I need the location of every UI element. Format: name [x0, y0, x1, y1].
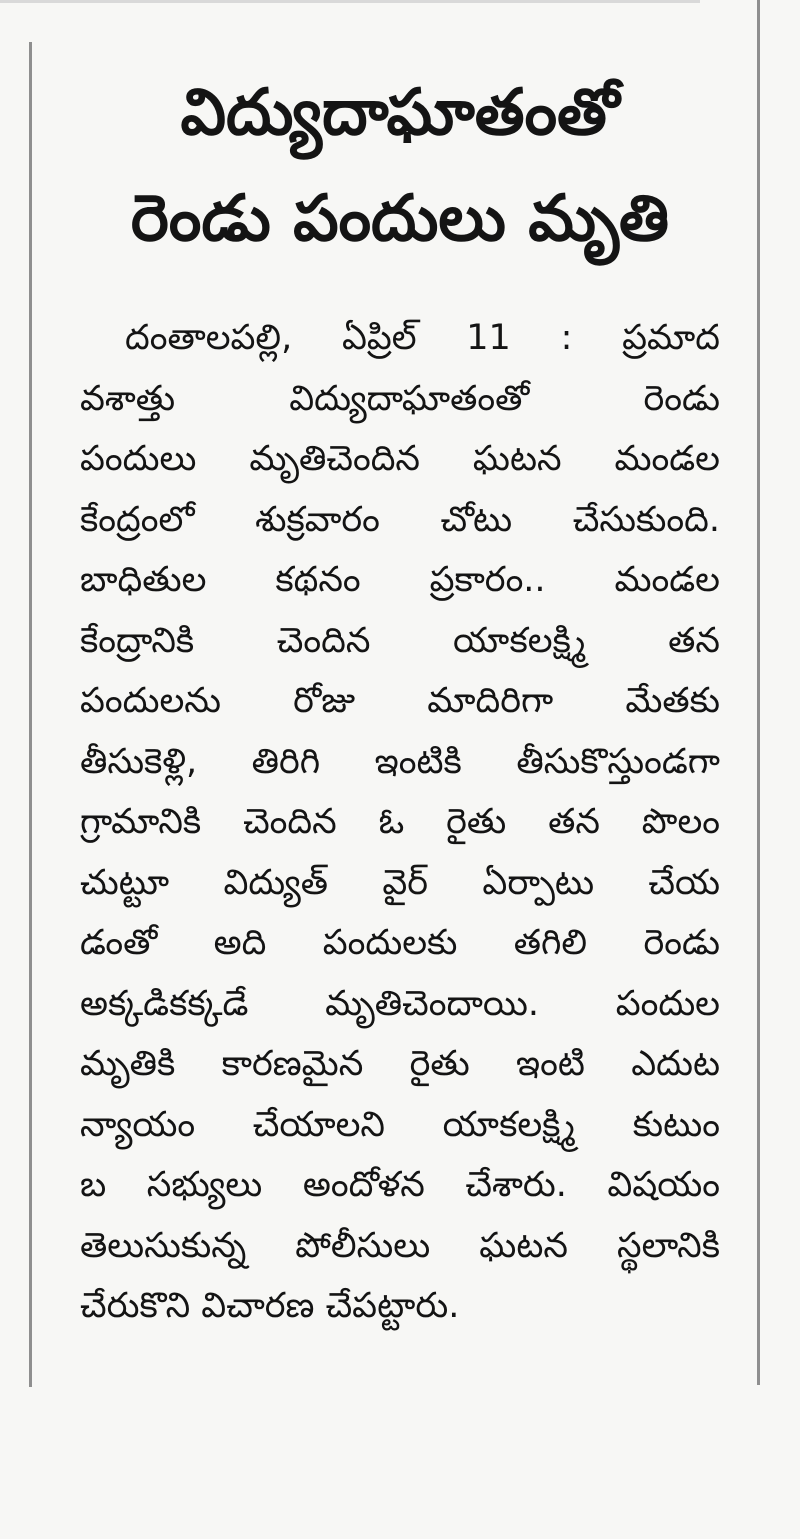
- body-line: వశాత్తు విద్యుదాఘాతంతో రెండు: [80, 378, 720, 419]
- body-line: పందులు మృతిచెందిన ఘటన మండల: [80, 439, 720, 479]
- headline-line-1: విద్యుదాఘాతంతో: [180, 76, 620, 150]
- body-line: బాధితుల కథనం ప్రకారం.. మండల: [80, 560, 720, 600]
- body-line: దంతాలపల్లి, ఏప్రిల్ 11 : ప్రమాద: [125, 318, 720, 358]
- body-line: మృతికి కారణమైన రైతు ఇంటి ఎదుట: [80, 1044, 720, 1084]
- top-rule: [0, 0, 700, 3]
- body-line: చేరుకొని విచారణ చేపట్టారు.: [80, 1286, 460, 1326]
- body-line: తెలుసుకున్న పోలీసులు ఘటన స్థలానికి: [80, 1225, 720, 1266]
- news-article: [80, 60, 720, 1337]
- article-headline: [80, 60, 720, 272]
- body-line: చుట్టూ విద్యుత్ వైర్ ఏర్పాటు చేయ: [80, 862, 720, 903]
- article-body: [80, 308, 720, 1337]
- body-line: గ్రామానికి చెందిన ఓ రైతు తన పొలం: [80, 802, 720, 842]
- headline-line-2: రెండు పందులు మృతి: [130, 182, 670, 256]
- body-line: తీసుకెళ్లి, తిరిగి ఇంటికి తీసుకొస్తుండగా: [80, 741, 720, 782]
- column-divider-left: [29, 42, 32, 1387]
- body-line: బ సభ్యులు అందోళన చేశారు. విషయం: [80, 1165, 720, 1205]
- body-line: పందులను రోజు మాదిరిగా మేతకు: [80, 681, 720, 721]
- body-line: డంతో అది పందులకు తగిలి రెండు: [80, 923, 720, 963]
- body-line: న్యాయం చేయాలని యాకలక్ష్మి కుటుం: [80, 1104, 720, 1145]
- body-line: కేంద్రంలో శుక్రవారం చోటు చేసుకుంది.: [80, 499, 720, 540]
- body-line: అక్కడికక్కడే మృతిచెందాయి. పందుల: [80, 983, 720, 1024]
- column-divider-right: [757, 0, 760, 1385]
- body-line: కేంద్రానికి చెందిన యాకలక్ష్మి తన: [80, 620, 720, 661]
